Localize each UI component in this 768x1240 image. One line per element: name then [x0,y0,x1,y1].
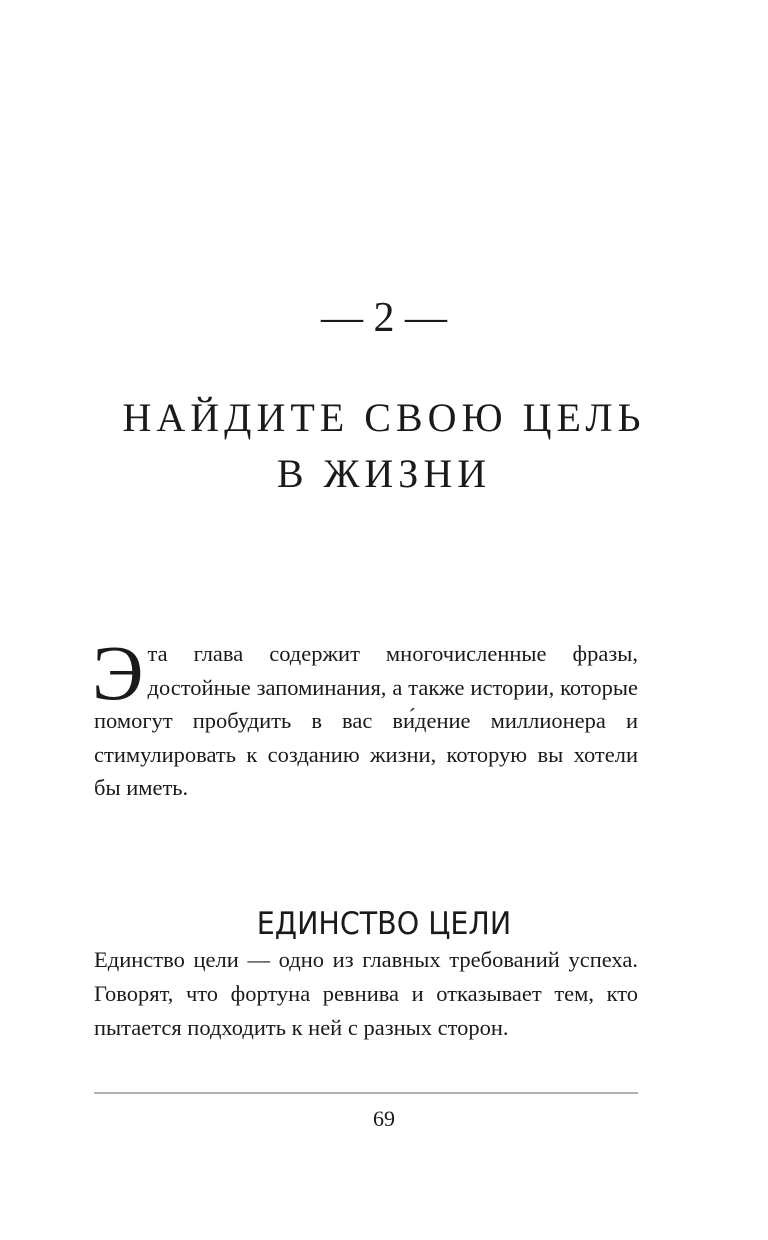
intro-paragraph [92,629,638,805]
chapter-title-line-2: В ЖИЗНИ [276,451,492,496]
section-heading: ЕДИНСТВО ЦЕЛИ [256,905,512,942]
page-number: 69 [373,1106,395,1131]
chapter-title [0,390,768,502]
section-paragraph: Единство цели — одно из главных требований успеха. Говорят, что фортуна ревнива и отказывает тем, кто пытается подходить к ней с разных сторон. [94,947,638,1040]
chapter-number: — 2 — [321,295,447,341]
footer-divider [94,1092,638,1094]
chapter-title-line-1: НАЙДИТЕ СВОЮ ЦЕЛЬ [122,395,646,440]
intro-text: та глава содержит многочисленные фразы, достойные запоминания, а также истории, которые помогут пробудить в вас ви́дение миллионера и стимулировать к созданию жизни, которую вы хотели бы иметь. [94,641,638,800]
drop-cap: Э [92,629,144,716]
